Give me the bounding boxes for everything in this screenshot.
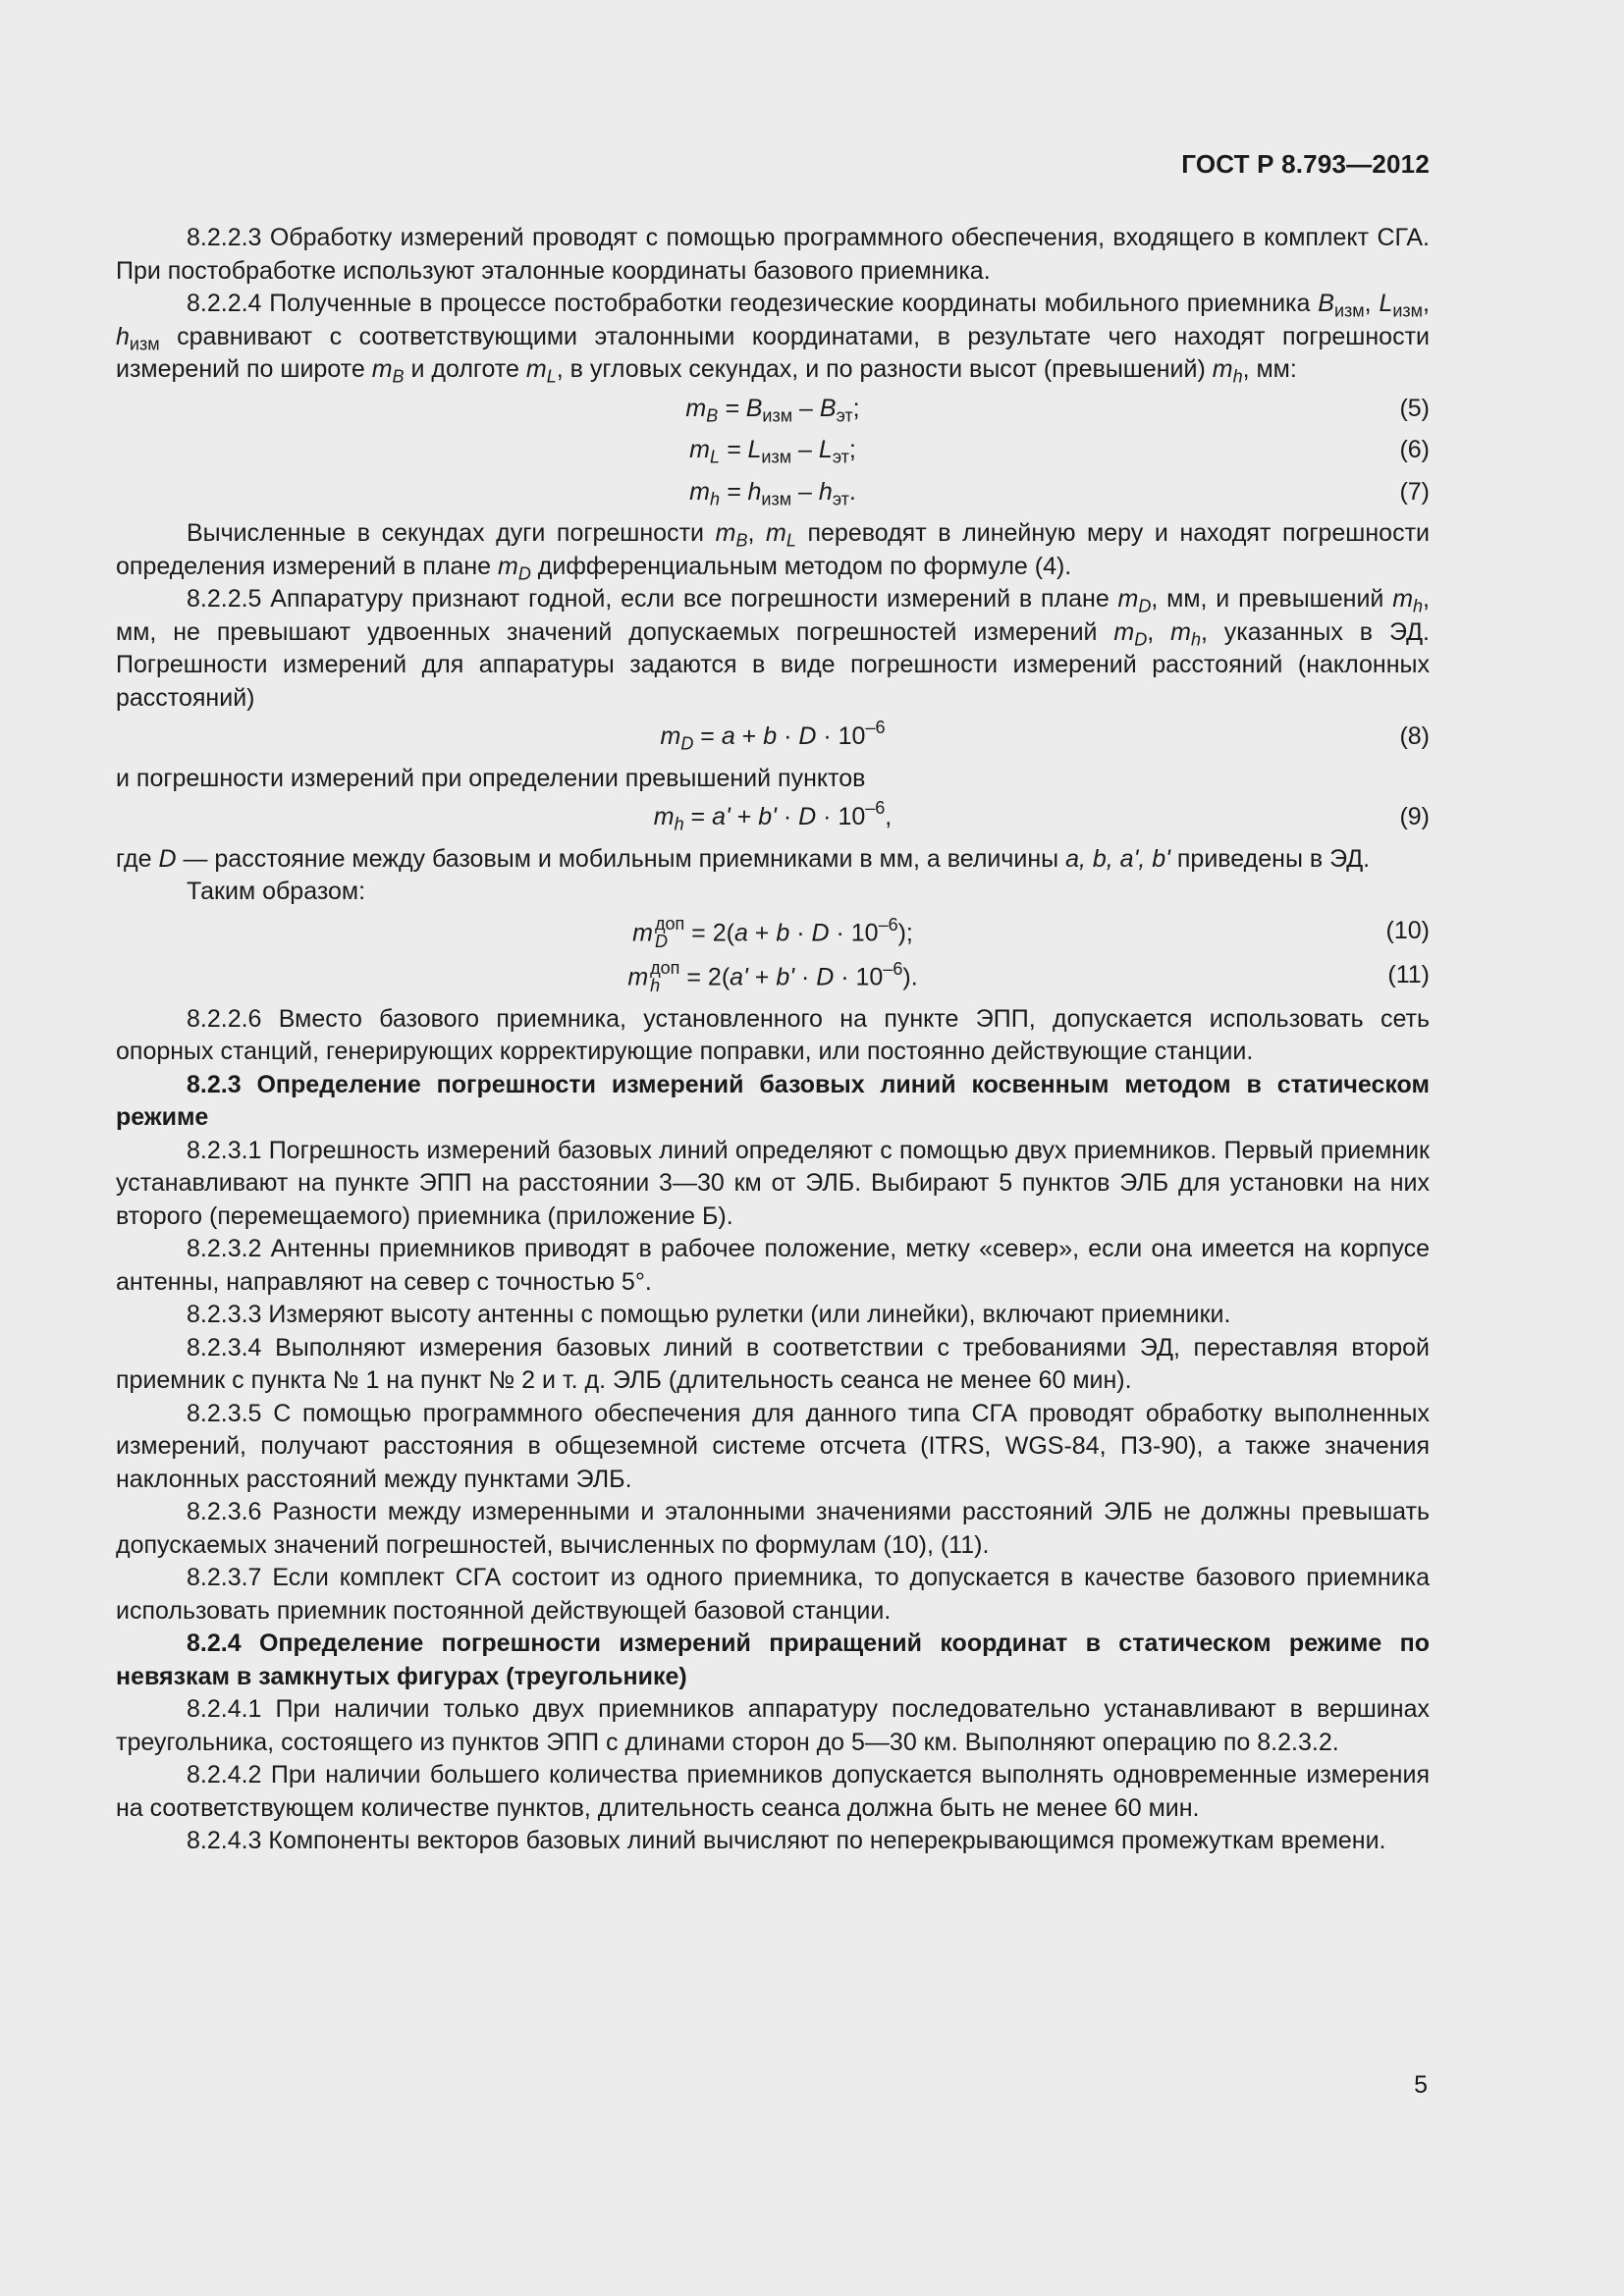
paragraph-8-2-2-6: 8.2.2.6 Вместо базового приемника, установленного на пункте ЭПП, допускается использовать сеть опорных станций, генерирующих корректирующие поправки, или постоянно действующие станции. [116,1004,1430,1066]
formula-10: m доп D = $2(a + b \cdot D \cdot 10^{-6})$; (10) [632,913,1430,951]
paragraph-8-2-4-2: 8.2.4.2 При наличии большего количества приемников допускается выполнять одновременные измерения на соответствующем количестве пунктов, длительность сеанса должна быть не менее 60 мин. [116,1761,1430,1822]
formula-number: (10) [1385,916,1430,944]
formula-number: (9) [1399,803,1430,830]
formula-7: $m_h = h_{изм} - h_{эт}$. (7) [689,477,1430,508]
paragraph-8-2-2-4: 8.2.2.4 Полученные в процессе постобработки геодезические координаты мобильного приемника $B_{изм}$, $L_{изм}$, $h_{изм}$ сравнивают с соответствующими эталонными координатами, в результате чего находят погрешности измерений по широте $m_B$ и долготе $m_L$, в угловых секундах, и по разности высот (превышений) $m_h$, мм: [116,290,1430,387]
paragraph-8-2-3-5: 8.2.3.5 С помощью программного обеспечения для данного типа СГА проводят обработку выполненных измерений, получают расстояния в общеземной системе отсчета (ITRS, WGS-84, ПЗ-90), а также значения наклонных расстояний между пунктами ЭЛБ. [116,1399,1430,1493]
paragraph-heights: и погрешности измерений при определении превышений пунктов [116,764,866,792]
paragraph-8-2-3-3: 8.2.3.3 Измеряют высоту антенны с помощью рулетки (или линейки), включают приемники. [187,1301,1231,1329]
paragraph-8-2-3-6: 8.2.3.6 Разности между измеренными и эталонными значениями расстояний ЭЛБ не должны превышать допускаемых значений погрешностей, вычисленных по формулам (10), (11). [116,1498,1430,1559]
section-heading-8-2-3: 8.2.3 Определение погрешности измерений базовых линий косвенным методом в статическом режиме [116,1070,1430,1132]
document-body [116,222,1430,1858]
formula-8: $m_D = a + b \cdot D \cdot 10^{-6}$ (8) [660,718,1430,754]
formula-number: (11) [1387,960,1430,988]
formula-9: $m_h = a' + b' \cdot D \cdot 10^{-6}$, (9) [653,798,1430,834]
formula-number: (6) [1399,436,1430,463]
formula-11: m доп h = $2(a' + b' \cdot D \cdot 10^{-6})$. (11) [627,957,1430,995]
paragraph-8-2-2-3: 8.2.2.3 Обработку измерений проводят с помощью программного обеспечения, входящего в комплект СГА. При постобработке используют эталонные координаты базового приемника. [116,224,1430,285]
paragraph-8-2-3-4: 8.2.3.4 Выполняют измерения базовых линий в соответствии с требованиями ЭД, переставляя второй приемник с пункта № 1 на пункт № 2 и т. д. ЭЛБ (длительность сеанса не менее 60 мин). [116,1333,1430,1395]
paragraph-where-d: где D — расстояние между базовым и мобильным приемниками в мм, а величины a, b, a', b' приведены в ЭД. [116,844,1371,873]
section-heading-8-2-4: 8.2.4 Определение погрешности измерений приращений координат в статическом режиме по невязкам в замкнутых фигурах (треугольнике) [116,1629,1430,1690]
paragraph-8-2-3-1: 8.2.3.1 Погрешность измерений базовых линий определяют с помощью двух приемников. Первый приемник устанавливают на пункте ЭПП на расстоянии 3—30 км от ЭЛБ. Выбирают 5 пунктов ЭЛБ для установки на них второго (перемещаемого) приемника (приложение Б). [116,1136,1430,1230]
document-header: ГОСТ Р 8.793—2012 [1181,149,1430,179]
paragraph-8-2-4-3: 8.2.4.3 Компоненты векторов базовых линий вычисляют по неперекрывающимся промежуткам времени. [187,1827,1386,1855]
paragraph-8-2-4-1: 8.2.4.1 При наличии только двух приемников аппаратуру последовательно устанавливают в вершинах треугольника, состоящего из пунктов ЭПП с длинами сторон до 5—30 км. Выполняют операцию по 8.2.3.2. [116,1695,1430,1756]
paragraph-thus: Таким образом: [187,878,366,905]
page-number: 5 [1414,2071,1428,2099]
formula-5: $m_B = B_{изм} - B_{эт}$; (5) [685,394,1430,425]
paragraph-8-2-3-2: 8.2.3.2 Антенны приемников приводят в рабочее положение, метку «север», если она имеется на корпусе антенны, направляют на север с точностью 5°. [116,1235,1430,1296]
formula-number: (7) [1399,477,1430,506]
formula-6: $m_L = L_{изм} - L_{эт}$; (6) [689,436,1430,467]
formula-number: (5) [1399,394,1430,422]
formula-number: (8) [1399,722,1430,750]
paragraph-8-2-3-7: 8.2.3.7 Если комплект СГА состоит из одного приемника, то допускается в качестве базового приемника использовать приемник постоянной действующей базовой станции. [116,1564,1430,1625]
paragraph-errors-conversion: Вычисленные в секундах дуги погрешности $m_B$, $m_L$ переводят в линейную меру и находят погрешности определения измерений в плане $m_D$ дифференциальным методом по формуле (4). [116,519,1430,583]
paragraph-8-2-2-5: 8.2.2.5 Аппаратуру признают годной, если все погрешности измерений в плане $m_D$, мм, и превышений $m_h$, мм, не превышают удвоенных значений допускаемых погрешностей измерений $m_D$, $m_h$, указанных в ЭД. Погрешности измерений для аппаратуры задаются в виде погрешности измерений расстояний (наклонных расстояний) [116,585,1430,712]
